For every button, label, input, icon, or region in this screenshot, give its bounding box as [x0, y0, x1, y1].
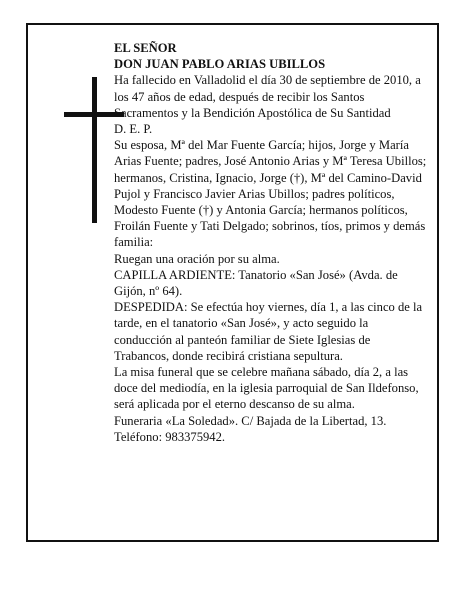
- obituary-text: [114, 40, 428, 445]
- obituary-title-line-1: EL SEÑOR: [114, 41, 177, 55]
- funeral-home-info: Funeraria «La Soledad». C/ Bajada de la Libertad, 13. Teléfono: 983375942.: [114, 413, 387, 444]
- funeral-mass-info: La misa funeral que se celebre mañana sábado, día 2, a las doce del mediodía, en la iglesia parroquial de San Ildefonso, será aplicada por el eterno descanso de su alma.: [114, 365, 419, 412]
- family-list: Su esposa, Mª del Mar Fuente García; hijos, Jorge y María Arias Fuente; padres, José Antonio Arias y Mª Teresa Ubillos; hermanos, Cristina, Ignacio, Jorge (†), Mª del Camino-David Pujol y Francisco Javier Arias Ubillos; padres políticos, Modesto Fuente (†) y Antonia García; hermanos políticos, Froilán Fuente y Tati Delgado; sobrinos, tíos, primos y demás familia:: [114, 138, 427, 250]
- death-announcement: Ha fallecido en Valladolid el día 30 de septiembre de 2010, a los 47 años de edad, después de recibir los Santos Sacramentos y la Bendición Apostólica de Su Santidad: [114, 73, 421, 120]
- prayer-request: Ruegan una oración por su alma.: [114, 251, 280, 266]
- obituary-title-line-2: DON JUAN PABLO ARIAS UBILLOS: [114, 57, 326, 72]
- farewell-info: DESPEDIDA: Se efectúa hoy viernes, día 1, a las cinco de la tarde, en el tanatorio «San José», y acto seguido la conducción al panteón familiar de Siete Iglesias de Trabancos, donde recibirá cristiana sepultura.: [114, 300, 423, 363]
- chapel-info: CAPILLA ARDIENTE: Tanatorio «San José» (Avda. de Gijón, nº 64).: [114, 267, 398, 299]
- cross-vertical-bar: [92, 77, 97, 223]
- dep-line: D. E. P.: [114, 122, 153, 137]
